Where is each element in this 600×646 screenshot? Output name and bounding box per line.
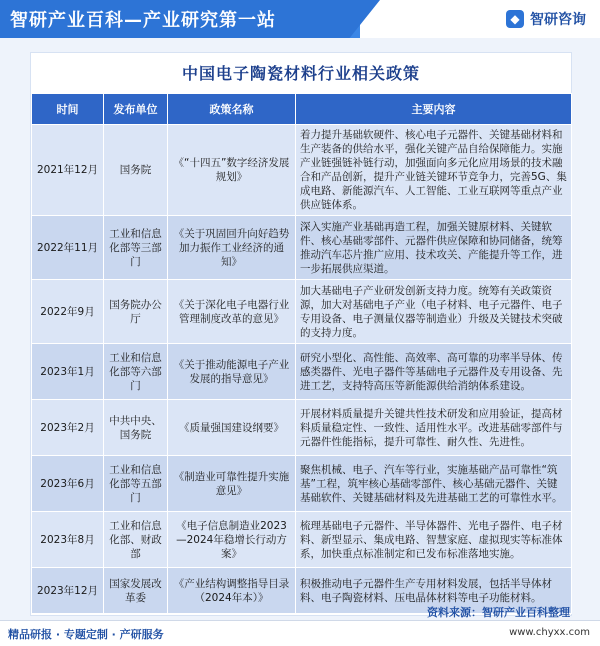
page-title: 中国电子陶瓷材料行业相关政策	[181, 64, 420, 83]
cell-policy-name: 《产业结构调整指导目录（2024年本）》	[168, 568, 296, 614]
cell-org: 国务院办公厅	[104, 280, 168, 344]
cell-content: 研究小型化、高性能、高效率、高可靠的功率半导体、传感类器件、光电子器件等基础电子元器件及专用设备、先进工艺，支持特高压等新能源供给消纳体系建设。	[296, 344, 572, 400]
brand-logo[interactable]	[506, 8, 586, 30]
cell-org: 工业和信息化部等六部门	[104, 344, 168, 400]
site-header	[0, 0, 600, 38]
cell-time: 2022年9月	[32, 280, 104, 344]
column-header-content: 主要内容	[296, 94, 572, 125]
cell-time: 2023年12月	[32, 568, 104, 614]
cell-content: 梳理基础电子元器件、半导体器件、光电子器件、电子材料、新型显示、集成电路、智慧家庭、虚拟现实等标准体系，加快重点标准制定和已发布标准落地实施。	[296, 512, 572, 568]
cell-time: 2023年1月	[32, 344, 104, 400]
cell-policy-name: 《电子信息制造业2023—2024年稳增长行动方案》	[168, 512, 296, 568]
table-row	[32, 512, 572, 568]
policy-table	[31, 93, 572, 614]
column-header-time: 时间	[32, 94, 104, 125]
cell-org: 工业和信息化部等五部门	[104, 456, 168, 512]
cell-time: 2022年11月	[32, 216, 104, 280]
cell-policy-name: 《关于巩固回升向好趋势加力振作工业经济的通知》	[168, 216, 296, 280]
table-row	[32, 400, 572, 456]
cell-org: 国家发展改革委	[104, 568, 168, 614]
cell-time: 2021年12月	[32, 125, 104, 216]
cell-time: 2023年6月	[32, 456, 104, 512]
cell-content: 着力提升基础软硬件、核心电子元器件、关键基础材料和生产装备的供给水平，强化关键产品自给保障能力。实施产业链强链补链行动，加强面向多元化应用场景的技术融合和产品创新，提升产业链关键环节竞争力，完善5G、集成电路、新能源汽车、人工智能、工业互联网等重点产业供应链体系。	[296, 125, 572, 216]
cell-content: 开展材料质量提升关键共性技术研发和应用验证，提高材料质量稳定性、一致性、适用性水平。改进基础零部件与元器件性能指标，提升可靠性、耐久性、先进性。	[296, 400, 572, 456]
zhiyan-logo-icon: ◆	[506, 10, 524, 28]
cell-org: 工业和信息化部、财政部	[104, 512, 168, 568]
cell-org: 工业和信息化部等三部门	[104, 216, 168, 280]
cell-policy-name: 《制造业可靠性提升实施意见》	[168, 456, 296, 512]
cell-org: 中共中央、国务院	[104, 400, 168, 456]
table-row	[32, 344, 572, 400]
site-footer	[0, 620, 600, 646]
cell-content: 加大基础电子产业研发创新支持力度。统筹有关政策资源，加大对基础电子产业（电子材料、电子元器件、电子专用设备、电子测量仪器等制造业）升级及关键技术突破的支持力度。	[296, 280, 572, 344]
cell-org: 国务院	[104, 125, 168, 216]
column-header-name: 政策名称	[168, 94, 296, 125]
cell-content: 积极推动电子元器件生产专用材料发展，包括半导体材料、电子陶瓷材料、压电晶体材料等电子功能材料。	[296, 568, 572, 614]
table-row	[32, 280, 572, 344]
cell-policy-name: 《“十四五”数字经济发展规划》	[168, 125, 296, 216]
table-row	[32, 456, 572, 512]
footer-url-link[interactable]: www.chyxx.com	[509, 627, 590, 638]
cell-policy-name: 《关于深化电子电器行业管理制度改革的意见》	[168, 280, 296, 344]
cell-content: 深入实施产业基础再造工程，加强关键原材料、关键软件、核心基础零部件、元器件供应保障和协同储备，统筹推动汽车芯片推广应用、技术攻关、产能提升等工作，进一步拓展供应渠道。	[296, 216, 572, 280]
cell-content: 聚焦机械、电子、汽车等行业，实施基础产品可靠性“筑基”工程，筑牢核心基础零部件、核心基础元器件、关键基础软件、关键基础材料及先进基础工艺的可靠性水平。	[296, 456, 572, 512]
logo-text: 智研咨询	[530, 12, 586, 28]
cell-time: 2023年8月	[32, 512, 104, 568]
table-row	[32, 216, 572, 280]
footer-services: 精品研报 · 专题定制 · 产研服务	[8, 628, 164, 641]
policy-card	[30, 52, 572, 616]
source-note: 资料来源：智研产业百科整理	[427, 606, 570, 619]
site-title: 智研产业百科—产业研究第一站	[10, 10, 276, 31]
column-header-org: 发布单位	[104, 94, 168, 125]
cell-policy-name: 《关于推动能源电子产业发展的指导意见》	[168, 344, 296, 400]
cell-policy-name: 《质量强国建设纲要》	[168, 400, 296, 456]
cell-time: 2023年2月	[32, 400, 104, 456]
table-row	[32, 125, 572, 216]
table-header-row	[32, 94, 572, 125]
